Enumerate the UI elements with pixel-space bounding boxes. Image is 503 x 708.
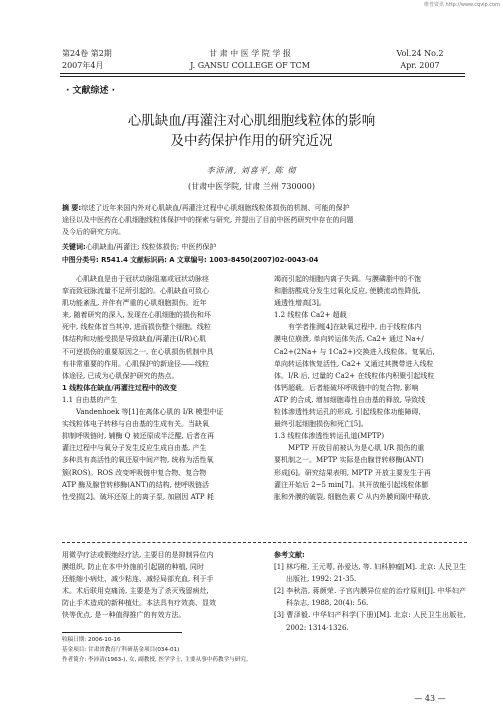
dashed-separator xyxy=(62,542,467,543)
reference-item: [2] 李秋浩, 蒋颜荣. 子宫内膜异位症的治疗原则[J]. 中华妇产科杂志, 1988, 20(4): 56. xyxy=(274,587,466,608)
subsection-heading: 1.2 线粒体 Ca2+ 超载 xyxy=(274,311,347,320)
text-line: 死中, 线粒体首当其冲, 进而损伤整个细胞。线粒 xyxy=(62,323,211,332)
text-line: Ca2+(2Na+ 与 1Ca2+)交换进入线粒体。复氧后, xyxy=(274,347,435,356)
keywords-text: 心肌缺血/再灌注; 线粒体损伤; 中医药保护 xyxy=(85,243,217,251)
references-title: 参考文献: xyxy=(274,551,305,559)
watermark: 维普资讯 http://www.cqvip.com xyxy=(423,2,500,8)
previous-article-tail xyxy=(62,549,254,622)
text-line: 体途径, 已成为心肌保护研究的热点。 xyxy=(62,371,179,380)
keywords xyxy=(62,241,467,253)
abstract-line: 及今后的研究方向。 xyxy=(62,228,125,236)
abstract-line: 途径以及中医药在心肌细胞线粒体保护中的探索与研究, 并提出了目前中医药研究中存在的问题 xyxy=(62,216,354,224)
text-line: ATP 酶及腺苷转移酶(ANT)的结构, 使呼吸链活 xyxy=(62,480,210,489)
footnote-author: 作者简介: 李沛清(1963-), 女, 副教授, 医学学士, 主要从事中药教学与研究。 xyxy=(62,657,252,663)
text-line: 要机制之一。MPTP 实际是由腺苷转移酶(ANT) xyxy=(274,456,424,465)
text-line: 最终引起细胞损伤和死亡[5]。 xyxy=(274,420,368,429)
subsection-heading: 1.1 自由基的产生 xyxy=(62,395,118,404)
text-line: MPTP 开放目前被认为是心肌 I/R 损伤的重 xyxy=(288,444,425,453)
text-line: 性受损[2]。破坏还原上的离子泵, 加剧因 ATP 耗 xyxy=(62,492,214,501)
volume-issue-en: Vol.24 No.2 xyxy=(396,49,444,58)
text-line: 防止手术造成的新种植灶。本法具有疗效高、显效 xyxy=(62,599,216,608)
text-line: 单向转运体恢复活性, Ca2+ 又通过其携带进入线粒 xyxy=(274,359,434,368)
footnote-rule xyxy=(62,632,182,633)
abstract-label: 摘 要: xyxy=(62,204,82,212)
article-title-line1: 心肌缺血/再灌注对心肌细胞线粒体的影响 xyxy=(127,113,376,129)
text-line: 来, 随着研究的深入, 发现在心肌细胞的损伤和坏 xyxy=(62,311,211,320)
classification-line: 中图分类号: R541.4 文献标识码: A 文章编号: 1003-8450(2007)02-0043-04 xyxy=(62,256,319,264)
text-line: 灌注开始后 2~5 min[7]。其开放能引起线粒体膨 xyxy=(274,480,429,489)
journal-volume-issue xyxy=(62,48,112,72)
text-line: 灌注过程中与氧分子发生反应生成自由基, 产生 xyxy=(62,444,207,453)
text-line: 有非常重要的作用。心肌保护的新途径——线粒 xyxy=(62,359,209,368)
article-title-line2: 及中药保护作用的研究近况 xyxy=(170,133,333,149)
text-line: 粒体渗透性转运孔的形成, 引起线粒体功能障碍, xyxy=(274,408,421,417)
footnote-fund: 基金项目: 甘肃省教育厅科研基金项目(034-01) xyxy=(62,647,180,653)
text-line: 还能缩小病灶、减少粘连、减轻局部充血, 利于手 xyxy=(62,575,214,584)
text-line: 和脂肪酸成分发生过氧化反应, 使膜流动性降低, xyxy=(274,287,421,296)
journal-volume-en xyxy=(380,48,460,72)
text-line: 竭而引起的细胞内离子失调。与膜磷脂中的不饱 xyxy=(274,275,421,283)
text-line: 不可逆损伤的重要原因之一, 在心肌损伤机制中具 xyxy=(62,347,214,356)
date-en: Apr. 2007 xyxy=(400,61,440,70)
text-line: 胀和外膜的破裂, 细胞色素 C 从内外膜间隙中释放, xyxy=(274,492,431,501)
volume-issue-cn: 第24卷 第2期 xyxy=(62,49,112,58)
subsection-heading: 1.3 线粒体渗透性转运孔道(MPTP) xyxy=(274,432,385,441)
text-line: Vandenhoek 等[1]在离体心肌的 I/R 模型中证 xyxy=(76,408,224,417)
text-line: 术。术后联用克痛汤, 主要是为了杀灭残留病灶, xyxy=(62,587,209,596)
header-rule-thick xyxy=(60,73,465,74)
journal-name-cn: 甘 肃 中 医 学 院 学 报 xyxy=(209,49,291,58)
body-left-column xyxy=(62,273,254,503)
text-line: 体。I/R 后, 过量的 Ca2+ 在线粒体内积聚引起线粒 xyxy=(274,371,435,380)
page-number: — 43 — xyxy=(414,694,446,703)
footnote-received: 收稿日期: 2006-10-16 xyxy=(62,637,121,643)
paragraph xyxy=(62,273,254,382)
text-line: 实线粒体电子转移与自由基的生成有关。当缺氧 xyxy=(62,420,209,429)
journal-name-en: J. GANSU COLLEGE OF TCM xyxy=(190,61,310,70)
text-line: 快等优点, 是一种值得推广的有效方法。 xyxy=(62,611,186,620)
reference-item: [3] 曹泽毅. 中华妇产科学(下册)[M]. 北京: 人民卫生出版社, 2002: 1314-1326. xyxy=(274,611,466,632)
affiliation: (甘肃中医学院, 甘肃 兰州 730000) xyxy=(188,182,315,191)
paragraph xyxy=(62,406,254,503)
journal-name xyxy=(150,48,350,72)
section-heading: 1 线粒体在缺血/再灌注过程中的改变 xyxy=(62,383,177,392)
text-line: 体钙超载。后者能破坏呼吸链中的复合物, 影响 xyxy=(274,383,419,392)
body-right-column xyxy=(274,273,466,503)
text-line: 多种具有高活性的氧还原中间产物, 统称为活性氧 xyxy=(62,456,214,465)
text-line: 抑制呼吸链时, 辅酶 Q 被还原成半泛醌, 后者在再 xyxy=(62,432,215,441)
text-line: ATP 的合成, 增加细胞毒性自由基的释放, 导致线 xyxy=(274,395,426,404)
text-line: 挛而致冠脉流量不足所引起的。心肌缺血可致心 xyxy=(62,287,209,296)
text-line: 心肌缺血是由于冠状动脉阻塞或冠状动脉痉 xyxy=(76,275,209,283)
abstract xyxy=(62,202,467,238)
abstract-line: 综述了近年来国内外对心肌缺血/再灌注过程中心肌细胞线粒体损伤的机制、可能的保护 xyxy=(81,204,350,212)
date-cn: 2007年4月 xyxy=(62,61,104,70)
text-line: 肌功能紊乱, 并伴有严重的心肌细胞损伤。近年 xyxy=(62,299,207,308)
references xyxy=(274,549,466,634)
text-line: 簇(ROS)。ROS 改变呼吸链中复合物、复合物 xyxy=(62,468,207,477)
reference-item: [1] 林巧稚, 王元萼, 孙爱达, 等. 妇科肿瘤[M]. 北京: 人民卫生出版社, 1992: 21-35. xyxy=(274,563,466,584)
text-line: 用微孕疗法或假绝经疗法, 主要目的是抑制异位内 xyxy=(62,551,214,559)
text-line: 通透性增高[3]。 xyxy=(274,299,326,308)
text-line: 形成[6]。研究结果表明, MPTP 开放主要发生于再 xyxy=(274,468,431,477)
text-line: 体结构和功能受损是导致缺血/再灌注(I/R)心肌 xyxy=(62,335,207,344)
authors: 李沛清, 刘喜平, 陈 彻 xyxy=(206,166,297,175)
section-tag: · 文献综述 · xyxy=(66,86,116,96)
header-rule-thin xyxy=(60,76,465,77)
keywords-label: 关键词: xyxy=(62,243,86,251)
text-line: 膜电位崩溃, 单向转运体失活, Ca2+ 通过 Na+/ xyxy=(274,335,424,344)
text-line: 膜组织, 防止在本中外施前引起剧的种植, 同时 xyxy=(62,563,204,572)
text-line: 有学者推测[4]在缺氧过程中, 由于线粒体内 xyxy=(288,323,422,332)
